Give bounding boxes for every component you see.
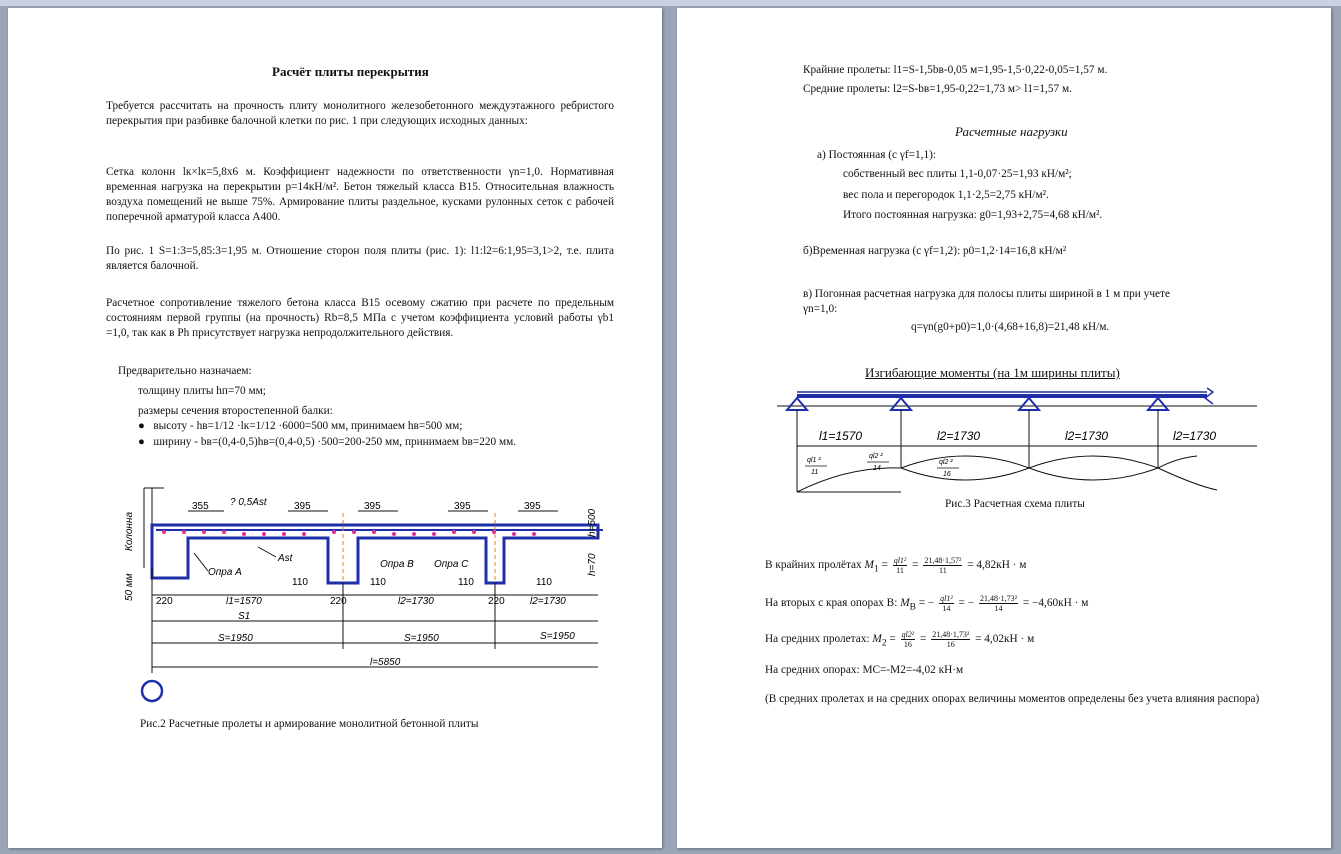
fraction-den: 14 [942, 603, 951, 613]
rebar-dot [372, 530, 376, 534]
leader-line [194, 553, 208, 571]
dim-395-c: 395 [454, 501, 471, 512]
dim-110-c: 110 [458, 577, 474, 588]
moment-result: = 4,82кН · м [967, 559, 1027, 571]
prelim-thickness: толщину плиты hп=70 мм; [138, 385, 266, 397]
support-triangle [1148, 398, 1168, 410]
load-self-weight: собственный вес плиты 1,1-0,07·25=1,93 кН/м²; [843, 168, 1072, 180]
fraction-num: ql1² [940, 593, 953, 603]
axis-marker [142, 681, 162, 701]
rebar-dot [242, 532, 246, 536]
window-top-strip [0, 0, 1341, 6]
moment-b-label: На вторых с края опорах В: [765, 597, 898, 609]
fraction-num: ql2² [901, 629, 915, 639]
load-linear-2: γn=1,0: [803, 303, 838, 315]
moment-outer-span: В крайних пролётах $M_1$ = $\frac{\text{ql1²}}{11}$ = $\frac{\text{21,48·1,57²}}{11}$ = 4,82кН · м [765, 555, 1027, 575]
reinf-label: ? 0,5Ast [230, 497, 267, 508]
middle-spans: Средние пролеты: l2=S-bв=1,95-0,22=1,73 м> l1=1,57 м. [803, 83, 1072, 95]
moment-result: = −4,60кН · м [1022, 597, 1089, 609]
dim-220-c: 220 [488, 596, 505, 607]
frac-1-den: 11 [811, 469, 819, 476]
load-total: Итого постоянная нагрузка: g0=1,93+2,75=4,68 кН/м². [843, 209, 1103, 221]
moment-subscript: 2 [881, 638, 887, 649]
figure-2-caption: Рис.2 Расчетные пролеты и армирование монолитной бетонной плиты [140, 718, 479, 730]
moment-middle-span: На средних пролетах: $M_2$ = $\frac{\text{ql2²}}{16}$ = $\frac{\text{21,48·1,73²}}{16}$ = 4,02кН · м [765, 629, 1035, 649]
rebar-dot [532, 532, 536, 536]
rebar-dot [332, 530, 336, 534]
figure-slab-scheme [777, 386, 1267, 496]
load-temporary: б)Временная нагрузка (с γf=1,2): p0=1,2·14=16,8 кН/м² [803, 245, 1067, 257]
dim-110-b: 110 [370, 577, 386, 588]
l2-label-a: l2=1730 [398, 596, 434, 607]
load-linear-formula: q=γn(g0+p0)=1,0·(4,68+16,8)=21,48 кН/м. [911, 321, 1110, 333]
figure-slab-reinforcement [108, 473, 608, 703]
moment-subscript: 1 [873, 564, 879, 575]
load-floor: вес пола и перегородок 1,1·2,5=2,75 кН/м². [843, 189, 1049, 201]
fraction [939, 594, 954, 613]
moment-symbol: M [872, 633, 882, 645]
bullet-dot: ● [138, 436, 145, 448]
rebar-dot [472, 530, 476, 534]
moment-curve [797, 468, 1217, 492]
span-l1: l1=1570 [819, 429, 863, 443]
column-label: Колонна [124, 511, 135, 551]
paragraph-span: По рис. 1 S=1:3=5,85:3=1,95 м. Отношение сторон поля плиты (рис. 1): l1:l2=6:1,95=3,1>2, т.е. плита является балочной. [106, 245, 614, 272]
figure-3-caption: Рис.3 Расчетная схема плиты [945, 498, 1085, 510]
moment-middle-support: На средних опорах: MC=-M2=-4,02 кН·м [765, 664, 964, 676]
load-permanent: а) Постоянная (с γf=1,1): [817, 149, 936, 161]
moment-symbol: M [864, 559, 874, 571]
load-linear-1: в) Погонная расчетная нагрузка для полосы плиты шириной в 1 м при учете [803, 288, 1170, 300]
rebar-dot [222, 530, 226, 534]
paragraph-concrete: Расчетное сопротивление тяжелого бетона класса В15 осевому сжатию при расчете по предельным состояниям первой группы (на прочность) Rb=8,5 МПа с учетом коэффициента условий работы γb1 =1,0, так как в Рh присутствует нагрузка непродолжительного действия. [106, 297, 614, 339]
support-triangle [1019, 398, 1039, 410]
moment-outer-label: В крайних пролётах [765, 559, 862, 571]
rebar-dot [392, 532, 396, 536]
leader-line [258, 547, 276, 557]
dim-220-a: 220 [156, 596, 173, 607]
h-500-label: h=500 [587, 508, 598, 537]
support-a-label: Опра A [208, 567, 242, 578]
rebar-dot [182, 530, 186, 534]
s-1950-a: S=1950 [218, 633, 253, 644]
rebar-dot [432, 532, 436, 536]
prelim-sizes: размеры сечения второстепенной балки: [138, 405, 333, 417]
paragraph-data: Сетка колонн lк×lк=5,8х6 м. Коэффициент надежности по ответственности γn=1,0. Нормативная временная нагрузка на перекрытии p=14кН/м². Бетон тяжелый класса В15. Относительная влажность воздуха помещений не выше 75%. Армирование плиты раздельное, кусками рулонных сеток с рабочей поперечной арматурой класса А400. [106, 166, 614, 223]
rebar-dot [412, 532, 416, 536]
s1-label: S1 [238, 611, 251, 622]
fraction [979, 594, 1018, 613]
rebar-dot [512, 532, 516, 536]
bullet-height-text: высоту - hв=1/12 ·lк=1/12 ·6000=500 мм, принимаем hв=500 мм; [153, 420, 463, 432]
fraction-den: 16 [903, 639, 912, 649]
span-l2-b: l2=1730 [1065, 429, 1109, 443]
frac-3-den: 16 [943, 471, 951, 478]
fraction-den: 14 [994, 603, 1003, 613]
fraction-num: 21,48·1,57² [924, 555, 962, 565]
frac-2-num: ql2 ² [869, 453, 883, 460]
support-b-label: Опра B [380, 559, 414, 570]
s-1950-c: S=1950 [540, 631, 575, 642]
frac-3-num: ql2 ² [939, 459, 953, 466]
moment-middle-label: На средних пролетах: [765, 633, 870, 645]
rebar-dot [452, 530, 456, 534]
fraction-num: 21,48·1,73² [932, 629, 970, 639]
rebar-dot [282, 532, 286, 536]
dim-355: 355 [192, 501, 209, 512]
ast-label: Ast [278, 553, 293, 564]
moment-symbol: M [900, 597, 910, 609]
document-page-2 [677, 8, 1331, 848]
bullet-dot: ● [138, 420, 145, 432]
frac-1-num: ql1 ² [807, 457, 821, 464]
dim-110-a: 110 [292, 577, 308, 588]
fraction-den: 16 [946, 639, 955, 649]
supports [787, 398, 1168, 410]
outer-spans: Крайние пролеты: l1=S-1,5bв-0,05 м=1,95-1,5·0,22-0,05=1,57 м. [803, 64, 1108, 76]
fraction [901, 630, 916, 649]
span-l2-a: l2=1730 [937, 429, 981, 443]
dim-395-b: 395 [364, 501, 381, 512]
rebar-dot [202, 530, 206, 534]
fraction-num: 21,48·1,73² [979, 593, 1018, 603]
l2-label-b: l2=1730 [530, 596, 566, 607]
bullet-height [138, 419, 462, 434]
rebar-dot [262, 532, 266, 536]
page-title: Расчёт плиты перекрытия [272, 64, 429, 79]
fraction [893, 556, 908, 575]
s-1950-b: S=1950 [404, 633, 439, 644]
frac-2-den: 14 [873, 465, 881, 472]
rebar-dot [302, 532, 306, 536]
l1-label: l1=1570 [226, 596, 262, 607]
fraction-den: 11 [939, 565, 947, 575]
dim-395-a: 395 [294, 501, 311, 512]
bullet-width [138, 435, 516, 450]
fraction-den: 11 [896, 565, 904, 575]
dim-395-d: 395 [524, 501, 541, 512]
paragraph-intro: Требуется рассчитать на прочность плиту монолитного железобетонного междуэтажного ребристого перекрытия при разбивке балочной клетки по рис. 1 при следующих исходных данных: [106, 100, 614, 127]
moment-support-b: На вторых с края опорах В: $M_B$ = − $\frac{\text{ql1²}}{14}$ = − $\frac{\text{21,48·1,73²}}{14}$ = −4,60кН · м [765, 593, 1089, 613]
rebar-dot [162, 530, 166, 534]
document-page-1 [8, 8, 662, 848]
moment-subscript: B [909, 602, 916, 613]
support-triangle [891, 398, 911, 410]
fraction [923, 556, 962, 575]
dim-110-d: 110 [536, 577, 552, 588]
moments-note: (В средних пролетах и на средних опорах величины моментов определены без учета влияния распора) [765, 693, 1260, 705]
fraction-num: ql1² [893, 555, 907, 565]
dim-220-b: 220 [330, 596, 347, 607]
support-triangle [787, 398, 807, 410]
h-70-label: h=70 [587, 553, 598, 576]
rebar-dot [352, 530, 356, 534]
moment-result: = 4,02кН · м [975, 633, 1035, 645]
prelim-label: Предварительно назначаем: [118, 365, 252, 377]
bullet-width-text: ширину - bв=(0,4-0,5)hв=(0,4-0,5) ·500=200-250 мм, принимаем bв=220 мм. [153, 436, 517, 448]
loads-title: Расчетные нагрузки [955, 124, 1068, 139]
span-l2-c: l2=1730 [1173, 429, 1217, 443]
fraction [931, 630, 970, 649]
support-c-label: Опра C [434, 559, 469, 570]
mm-50-label: 50 мм [124, 573, 135, 601]
moments-title: Изгибающие моменты (на 1м ширины плиты) [865, 365, 1120, 380]
l-5850-label: l=5850 [370, 657, 401, 668]
